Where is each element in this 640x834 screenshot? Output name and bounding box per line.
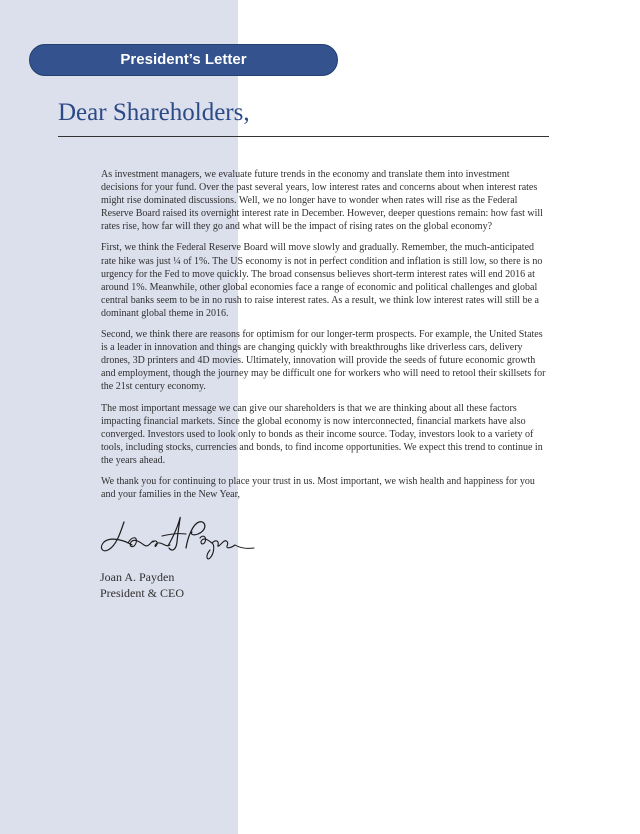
signer-name: Joan A. Payden bbox=[100, 570, 175, 584]
letter-paragraph: First, we think the Federal Reserve Board will move slowly and gradually. Remember, the much-anticipated rate hike was just ¼ of 1%. The US economy is not in perfect condition and inflation is still low, so there is no urgency for the Fed to move quickly. The broad consensus believes short-term interest rates will end 2016 at around 1%. Meanwhile, other global economies face a range of economic and political challenges and global central banks seem to be in no rush to raise interest rates. As a result, we think low interest rates will still be a dominant global theme in 2016. bbox=[101, 242, 543, 319]
letter-paragraph: As investment managers, we evaluate future trends in the economy and translate them into investment decisions for your fund. Over the past several years, low interest rates and concerns about when interest rates might rise dominated discussions. Well, we no longer have to wonder when rates will rise as the Federal Reserve Board raised its overnight interest rate in December. However, deeper questions remain: how fast will rates rise, how far will they go and what will be the impact of rising rates on the global economy? bbox=[101, 169, 543, 233]
signer-block bbox=[100, 570, 184, 601]
letter-paragraph: The most important message we can give our shareholders is that we are thinking about all these factors impacting financial markets. Since the global economy is now interconnected, financial markets have also converged. Investors used to look only to bonds as their income source. Today, investors look to a variety of tools, including stocks, currencies and bonds, to find income opportunities. We expect this trend to continue in the years ahead. bbox=[101, 402, 543, 466]
salutation-heading: Dear Shareholders, bbox=[58, 99, 250, 126]
section-banner bbox=[29, 44, 338, 76]
banner-label: President’s Letter bbox=[120, 51, 247, 68]
letter-paragraph: Second, we think there are reasons for optimism for our longer-term prospects. For example, the United States is a leader in innovation and things are changing quickly with breakthroughs like driverless cars, delivery drones, 3D printers and 4D movies. Ultimately, innovation will provide the seeds of future economic growth and employment, though the journey may be difficult one for workers who will need to retool their skillsets for the 21st century economy. bbox=[101, 329, 546, 393]
signer-title: President & CEO bbox=[100, 585, 184, 600]
letter-body bbox=[101, 168, 548, 509]
letter-paragraph: We thank you for continuing to place your trust in us. Most important, we wish health and happiness for you and your families in the New Year, bbox=[101, 475, 535, 501]
heading-divider bbox=[58, 136, 549, 137]
handwritten-signature bbox=[98, 512, 256, 562]
